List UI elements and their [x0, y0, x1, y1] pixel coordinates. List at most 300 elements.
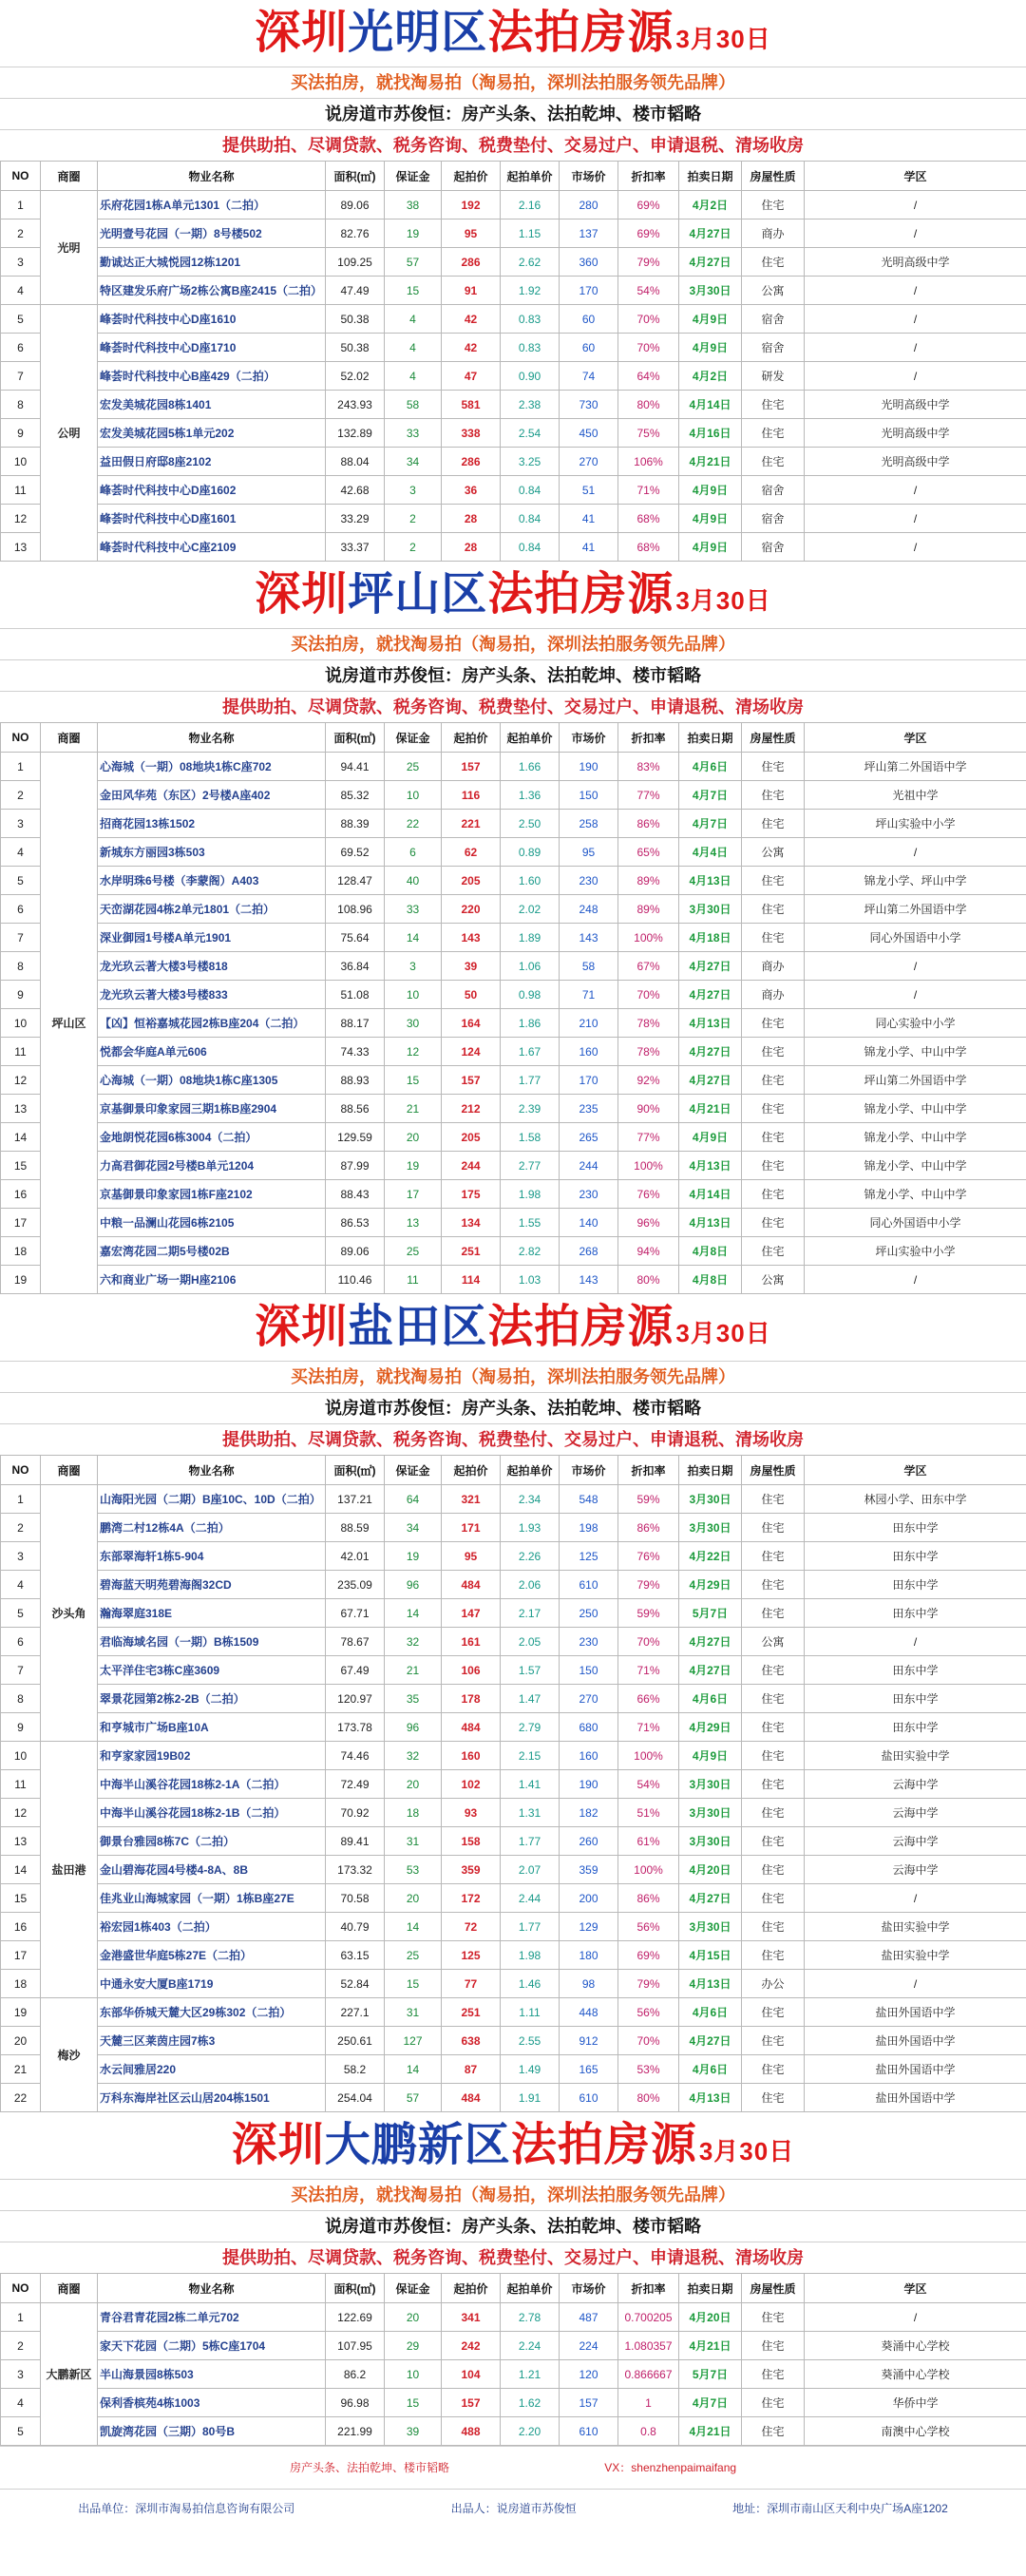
property-name: 力高君御花园2号楼B单元1204 — [98, 1152, 326, 1180]
table-cell: 137 — [560, 219, 618, 248]
table-cell: 180 — [560, 1941, 618, 1970]
table-row — [1, 1038, 1026, 1066]
table-row — [1, 419, 1026, 448]
row-number: 5 — [1, 2417, 41, 2446]
row-number: 5 — [1, 305, 41, 334]
table-cell: 70% — [618, 305, 679, 334]
table-cell: 住宅 — [742, 2055, 805, 2084]
table-cell: 盐田实验中学 — [805, 1742, 1026, 1770]
table-cell: 14 — [385, 2055, 442, 2084]
table-cell: 4月7日 — [679, 781, 742, 810]
table-cell: 盐田外国语中学 — [805, 1998, 1026, 2027]
table-cell: 4月27日 — [679, 219, 742, 248]
property-name: 佳兆业山海城家园（一期）1栋B座27E — [98, 1884, 326, 1913]
table-row — [1, 924, 1026, 952]
column-header: 起拍价 — [442, 1456, 501, 1485]
column-header: 拍卖日期 — [679, 2274, 742, 2303]
table-row — [1, 1209, 1026, 1237]
table-row — [1, 1998, 1026, 2027]
table-cell: 56% — [618, 1998, 679, 2027]
table-cell: 42.01 — [326, 1542, 385, 1571]
table-cell: 39 — [442, 952, 501, 981]
table-cell: 79% — [618, 1571, 679, 1599]
title-suffix: 法拍房源 — [487, 1302, 674, 1352]
table-cell: 宿舍 — [742, 305, 805, 334]
table-cell: 34 — [385, 448, 442, 476]
table-row — [1, 1799, 1026, 1827]
table-row — [1, 476, 1026, 505]
footer-producer: 出品人：说房道市苏俊恒 — [450, 2502, 577, 2515]
table-cell: 4月29日 — [679, 1571, 742, 1599]
table-cell: 198 — [560, 1514, 618, 1542]
table-cell: 公寓 — [742, 1628, 805, 1656]
section-3 — [0, 2112, 1026, 2446]
table-cell: 157 — [442, 1066, 501, 1095]
table-cell: 2.54 — [501, 419, 560, 448]
table-cell: 150 — [560, 781, 618, 810]
table-cell: 1.98 — [501, 1941, 560, 1970]
row-number: 8 — [1, 1685, 41, 1713]
table-cell: 235.09 — [326, 1571, 385, 1599]
table-cell: / — [805, 1884, 1026, 1913]
table-cell: 87 — [442, 2055, 501, 2084]
table-cell: 住宅 — [742, 1799, 805, 1827]
table-cell: 338 — [442, 419, 501, 448]
table-cell: 172 — [442, 1884, 501, 1913]
title-city: 深圳 — [255, 8, 349, 58]
table-cell: 15 — [385, 1970, 442, 1998]
row-number: 2 — [1, 219, 41, 248]
table-cell: 69% — [618, 1941, 679, 1970]
row-number: 3 — [1, 2360, 41, 2389]
row-number: 18 — [1, 1237, 41, 1266]
table-cell: 129 — [560, 1913, 618, 1941]
table-cell: 66% — [618, 1685, 679, 1713]
table-cell: 58 — [385, 391, 442, 419]
table-cell: 坪山第二外国语中学 — [805, 895, 1026, 924]
row-number: 6 — [1, 334, 41, 362]
table-header-row — [1, 2274, 1026, 2303]
table-cell: 4月9日 — [679, 533, 742, 562]
footer-address: 地址：深圳市南山区天利中央广场A座1202 — [732, 2502, 948, 2515]
table-cell: 70.58 — [326, 1884, 385, 1913]
property-name: 中海半山溪谷花园18栋2-1B（二拍） — [98, 1799, 326, 1827]
table-cell: 2.24 — [501, 2332, 560, 2360]
table-row — [1, 1913, 1026, 1941]
table-cell: 住宅 — [742, 2360, 805, 2389]
services-line: 提供助拍、尽调贷款、税务咨询、税费垫付、交易过户、申请退税、清场收房 — [0, 2242, 1026, 2273]
table-cell: 100% — [618, 1856, 679, 1884]
table-cell: 67.49 — [326, 1656, 385, 1685]
title-district: 坪山区 — [348, 569, 488, 620]
table-cell: 221.99 — [326, 2417, 385, 2446]
row-number: 8 — [1, 391, 41, 419]
table-cell: 71 — [560, 981, 618, 1009]
row-number: 20 — [1, 2027, 41, 2055]
services-line: 提供助拍、尽调贷款、税务咨询、税费垫付、交易过户、申请退税、清场收房 — [0, 129, 1026, 161]
property-name: 水云间雅居220 — [98, 2055, 326, 2084]
table-cell: 78% — [618, 1038, 679, 1066]
table-cell: 4月20日 — [679, 2303, 742, 2332]
table-cell: 1.21 — [501, 2360, 560, 2389]
table-header-row — [1, 1456, 1026, 1485]
table-cell: 坪山第二外国语中学 — [805, 753, 1026, 781]
table-cell: 1.98 — [501, 1180, 560, 1209]
table-cell: 1.03 — [501, 1266, 560, 1294]
title-date: 3月30日 — [675, 586, 771, 615]
column-header: 面积(㎡) — [326, 1456, 385, 1485]
row-number: 9 — [1, 1713, 41, 1742]
row-number: 7 — [1, 362, 41, 391]
table-cell: 光明高级中学 — [805, 448, 1026, 476]
slogan-line: 买法拍房，就找淘易拍（淘易拍，深圳法拍服务领先品牌） — [0, 1361, 1026, 1392]
table-cell: 锦龙小学、中山中学 — [805, 1123, 1026, 1152]
table-cell: 251 — [442, 1237, 501, 1266]
table-cell: 448 — [560, 1998, 618, 2027]
area-cell: 沙头角 — [41, 1485, 98, 1742]
table-row — [1, 895, 1026, 924]
property-name: 翠景花园第2栋2-2B（二拍） — [98, 1685, 326, 1713]
table-cell: 1.11 — [501, 1998, 560, 2027]
column-header: 起拍单价 — [501, 162, 560, 191]
table-row — [1, 1884, 1026, 1913]
table-cell: 32 — [385, 1742, 442, 1770]
table-cell: 268 — [560, 1237, 618, 1266]
row-number: 4 — [1, 1571, 41, 1599]
table-cell: 63.15 — [326, 1941, 385, 1970]
table-cell: 1.86 — [501, 1009, 560, 1038]
table-cell: 82.76 — [326, 219, 385, 248]
table-cell: 87.99 — [326, 1152, 385, 1180]
property-name: 深业御园1号楼A单元1901 — [98, 924, 326, 952]
table-cell: 158 — [442, 1827, 501, 1856]
table-cell: 18 — [385, 1799, 442, 1827]
table-cell: 1.89 — [501, 924, 560, 952]
table-cell: 4月8日 — [679, 1237, 742, 1266]
table-cell: 52.84 — [326, 1970, 385, 1998]
table-row — [1, 1827, 1026, 1856]
table-cell: 58 — [560, 952, 618, 981]
column-header: 折扣率 — [618, 723, 679, 753]
table-cell: 商办 — [742, 981, 805, 1009]
column-header: 起拍单价 — [501, 1456, 560, 1485]
table-cell: 157 — [442, 753, 501, 781]
row-number: 6 — [1, 1628, 41, 1656]
table-cell: 住宅 — [742, 1485, 805, 1514]
table-cell: 108.96 — [326, 895, 385, 924]
table-cell: 20 — [385, 1123, 442, 1152]
title-city: 深圳 — [255, 569, 349, 620]
table-cell: 4月9日 — [679, 1123, 742, 1152]
table-cell: / — [805, 1970, 1026, 1998]
table-row — [1, 2303, 1026, 2332]
table-cell: 4月27日 — [679, 1884, 742, 1913]
table-cell: 205 — [442, 1123, 501, 1152]
table-cell: 4月9日 — [679, 476, 742, 505]
table-cell: 53% — [618, 2055, 679, 2084]
listing-table — [0, 1455, 1026, 2112]
table-cell: 4月27日 — [679, 1066, 742, 1095]
table-cell: 17 — [385, 1180, 442, 1209]
table-cell: 1.46 — [501, 1970, 560, 1998]
table-cell: 2 — [385, 533, 442, 562]
column-header: 保证金 — [385, 1456, 442, 1485]
table-cell: 124 — [442, 1038, 501, 1066]
table-cell: 68% — [618, 533, 679, 562]
row-number: 18 — [1, 1970, 41, 1998]
table-cell: 住宅 — [742, 391, 805, 419]
table-cell: 4月13日 — [679, 1209, 742, 1237]
footer — [0, 2446, 1026, 2528]
table-cell: 2.26 — [501, 1542, 560, 1571]
table-cell: 4月7日 — [679, 810, 742, 838]
row-number: 1 — [1, 1485, 41, 1514]
table-row — [1, 1009, 1026, 1038]
table-row — [1, 2055, 1026, 2084]
property-name: 水岸明珠6号楼（李蒙阁）A403 — [98, 867, 326, 895]
table-cell: 60 — [560, 305, 618, 334]
row-number: 2 — [1, 1514, 41, 1542]
table-cell: 610 — [560, 2417, 618, 2446]
area-cell: 光明 — [41, 191, 98, 305]
table-cell: 100% — [618, 1152, 679, 1180]
table-cell: 0.89 — [501, 838, 560, 867]
table-cell: 74.33 — [326, 1038, 385, 1066]
table-cell: 研发 — [742, 362, 805, 391]
table-cell: 4月27日 — [679, 1628, 742, 1656]
row-number: 1 — [1, 753, 41, 781]
table-cell: 244 — [560, 1152, 618, 1180]
row-number: 17 — [1, 1209, 41, 1237]
table-cell: 1 — [618, 2389, 679, 2417]
row-number: 12 — [1, 505, 41, 533]
table-cell: 2.38 — [501, 391, 560, 419]
title-suffix: 法拍房源 — [487, 569, 674, 620]
table-cell: 4月9日 — [679, 334, 742, 362]
table-cell: / — [805, 191, 1026, 219]
column-header: 学区 — [805, 1456, 1026, 1485]
table-row — [1, 1123, 1026, 1152]
table-cell: 200 — [560, 1884, 618, 1913]
table-cell: 10 — [385, 981, 442, 1009]
table-cell: 住宅 — [742, 248, 805, 277]
table-cell: 4月27日 — [679, 248, 742, 277]
table-cell: 80% — [618, 2084, 679, 2112]
table-cell: 住宅 — [742, 419, 805, 448]
title-date: 3月30日 — [698, 2137, 795, 2166]
table-cell: 86% — [618, 810, 679, 838]
table-cell: 235 — [560, 1095, 618, 1123]
table-cell: 89% — [618, 867, 679, 895]
table-cell: 38 — [385, 191, 442, 219]
table-row — [1, 810, 1026, 838]
table-cell: 4月21日 — [679, 448, 742, 476]
table-cell: 224 — [560, 2332, 618, 2360]
table-cell: 15 — [385, 277, 442, 305]
table-cell: 230 — [560, 1180, 618, 1209]
table-cell: 100% — [618, 1742, 679, 1770]
table-row — [1, 2332, 1026, 2360]
table-cell: 4月2日 — [679, 362, 742, 391]
property-name: 半山海景园8栋503 — [98, 2360, 326, 2389]
row-number: 13 — [1, 1827, 41, 1856]
listing-table — [0, 2273, 1026, 2446]
table-cell: 13 — [385, 1209, 442, 1237]
table-cell: 华侨中学 — [805, 2389, 1026, 2417]
channel-line: 说房道市苏俊恒：房产头条、法拍乾坤、楼市韬略 — [0, 98, 1026, 129]
table-cell: 2.39 — [501, 1095, 560, 1123]
column-header: 物业名称 — [98, 2274, 326, 2303]
table-cell: 484 — [442, 1571, 501, 1599]
table-cell: 109.25 — [326, 248, 385, 277]
table-cell: 95 — [442, 219, 501, 248]
table-row — [1, 1542, 1026, 1571]
table-cell: 122.69 — [326, 2303, 385, 2332]
table-cell: 住宅 — [742, 1095, 805, 1123]
table-cell: 42 — [442, 334, 501, 362]
table-cell: 1.67 — [501, 1038, 560, 1066]
table-cell: 286 — [442, 448, 501, 476]
table-row — [1, 505, 1026, 533]
table-cell: 住宅 — [742, 1827, 805, 1856]
table-cell: 70% — [618, 981, 679, 1009]
table-cell: 59% — [618, 1599, 679, 1628]
table-cell: 64% — [618, 362, 679, 391]
row-number: 19 — [1, 1998, 41, 2027]
table-cell: 4月21日 — [679, 2417, 742, 2446]
table-cell: 54% — [618, 277, 679, 305]
table-cell: / — [805, 2303, 1026, 2332]
services-line: 提供助拍、尽调贷款、税务咨询、税费垫付、交易过户、申请退税、清场收房 — [0, 1423, 1026, 1455]
table-cell: / — [805, 219, 1026, 248]
column-header: 拍卖日期 — [679, 723, 742, 753]
table-cell: 0.84 — [501, 476, 560, 505]
property-name: 峰荟时代科技中心D座1602 — [98, 476, 326, 505]
table-cell: 住宅 — [742, 1571, 805, 1599]
table-cell: 190 — [560, 753, 618, 781]
table-cell: 宿舍 — [742, 533, 805, 562]
row-number: 10 — [1, 448, 41, 476]
table-cell: 住宅 — [742, 1066, 805, 1095]
table-cell: 76% — [618, 1180, 679, 1209]
listing-table — [0, 722, 1026, 1294]
table-cell: 2.55 — [501, 2027, 560, 2055]
table-cell: 71% — [618, 1713, 679, 1742]
table-row — [1, 1599, 1026, 1628]
property-name: 金田风华苑（东区）2号楼A座402 — [98, 781, 326, 810]
row-number: 1 — [1, 2303, 41, 2332]
table-cell: / — [805, 1266, 1026, 1294]
table-row — [1, 1941, 1026, 1970]
table-cell: 公寓 — [742, 838, 805, 867]
table-cell: 0.8 — [618, 2417, 679, 2446]
table-cell: 2.82 — [501, 1237, 560, 1266]
table-row — [1, 1095, 1026, 1123]
table-cell: 4月27日 — [679, 2027, 742, 2055]
table-cell: 住宅 — [742, 1599, 805, 1628]
table-row — [1, 1237, 1026, 1266]
table-cell: 70% — [618, 334, 679, 362]
table-cell: 住宅 — [742, 2084, 805, 2112]
table-cell: 258 — [560, 810, 618, 838]
table-row — [1, 952, 1026, 981]
table-row — [1, 1713, 1026, 1742]
table-cell: 92% — [618, 1066, 679, 1095]
table-cell: 280 — [560, 191, 618, 219]
table-cell: 5月7日 — [679, 2360, 742, 2389]
table-cell: 4月4日 — [679, 838, 742, 867]
table-cell: 88.59 — [326, 1514, 385, 1542]
table-row — [1, 1514, 1026, 1542]
table-cell: 36 — [442, 476, 501, 505]
table-cell: 730 — [560, 391, 618, 419]
table-cell: 4月27日 — [679, 1038, 742, 1066]
table-cell: 住宅 — [742, 1770, 805, 1799]
table-cell: 31 — [385, 1827, 442, 1856]
table-row — [1, 838, 1026, 867]
table-cell: 林园小学、田东中学 — [805, 1485, 1026, 1514]
table-cell: 4月14日 — [679, 1180, 742, 1209]
listing-table — [0, 161, 1026, 562]
table-cell: 178 — [442, 1685, 501, 1713]
table-cell: 4月9日 — [679, 1742, 742, 1770]
slogan-line: 买法拍房，就找淘易拍（淘易拍，深圳法拍服务领先品牌） — [0, 67, 1026, 98]
property-name: 东部华侨城天麓大区29栋302（二拍） — [98, 1998, 326, 2027]
table-cell: 32 — [385, 1628, 442, 1656]
table-row — [1, 1770, 1026, 1799]
table-cell: 4月21日 — [679, 1095, 742, 1123]
title-district: 盐田区 — [348, 1302, 488, 1352]
table-cell: 143 — [560, 1266, 618, 1294]
table-cell: 74 — [560, 362, 618, 391]
table-cell: 165 — [560, 2055, 618, 2084]
table-cell: 14 — [385, 924, 442, 952]
table-cell: 住宅 — [742, 1884, 805, 1913]
table-cell: 10 — [385, 2360, 442, 2389]
table-cell: 4月13日 — [679, 1970, 742, 1998]
table-cell: 487 — [560, 2303, 618, 2332]
area-cell: 盐田港 — [41, 1742, 98, 1998]
table-cell: 47 — [442, 362, 501, 391]
row-number: 15 — [1, 1152, 41, 1180]
table-cell: 69.52 — [326, 838, 385, 867]
table-cell: 29 — [385, 2332, 442, 2360]
table-cell: 96.98 — [326, 2389, 385, 2417]
table-cell: 3.25 — [501, 448, 560, 476]
table-row — [1, 219, 1026, 248]
table-cell: 484 — [442, 2084, 501, 2112]
table-cell: 143 — [560, 924, 618, 952]
table-cell: 147 — [442, 1599, 501, 1628]
table-cell: 270 — [560, 1685, 618, 1713]
table-cell: 54% — [618, 1770, 679, 1799]
table-cell: 21 — [385, 1656, 442, 1685]
table-row — [1, 248, 1026, 277]
table-cell: 4月6日 — [679, 2055, 742, 2084]
table-cell: 住宅 — [742, 2332, 805, 2360]
table-row — [1, 1628, 1026, 1656]
row-number: 4 — [1, 277, 41, 305]
table-cell: 0.866667 — [618, 2360, 679, 2389]
title-city: 深圳 — [255, 1302, 349, 1352]
column-header: 房屋性质 — [742, 162, 805, 191]
table-cell: 341 — [442, 2303, 501, 2332]
table-cell: 同心外国语中小学 — [805, 1209, 1026, 1237]
row-number: 3 — [1, 1542, 41, 1571]
table-row — [1, 2389, 1026, 2417]
property-name: 乐府花园1栋A单元1301（二拍） — [98, 191, 326, 219]
table-row — [1, 753, 1026, 781]
